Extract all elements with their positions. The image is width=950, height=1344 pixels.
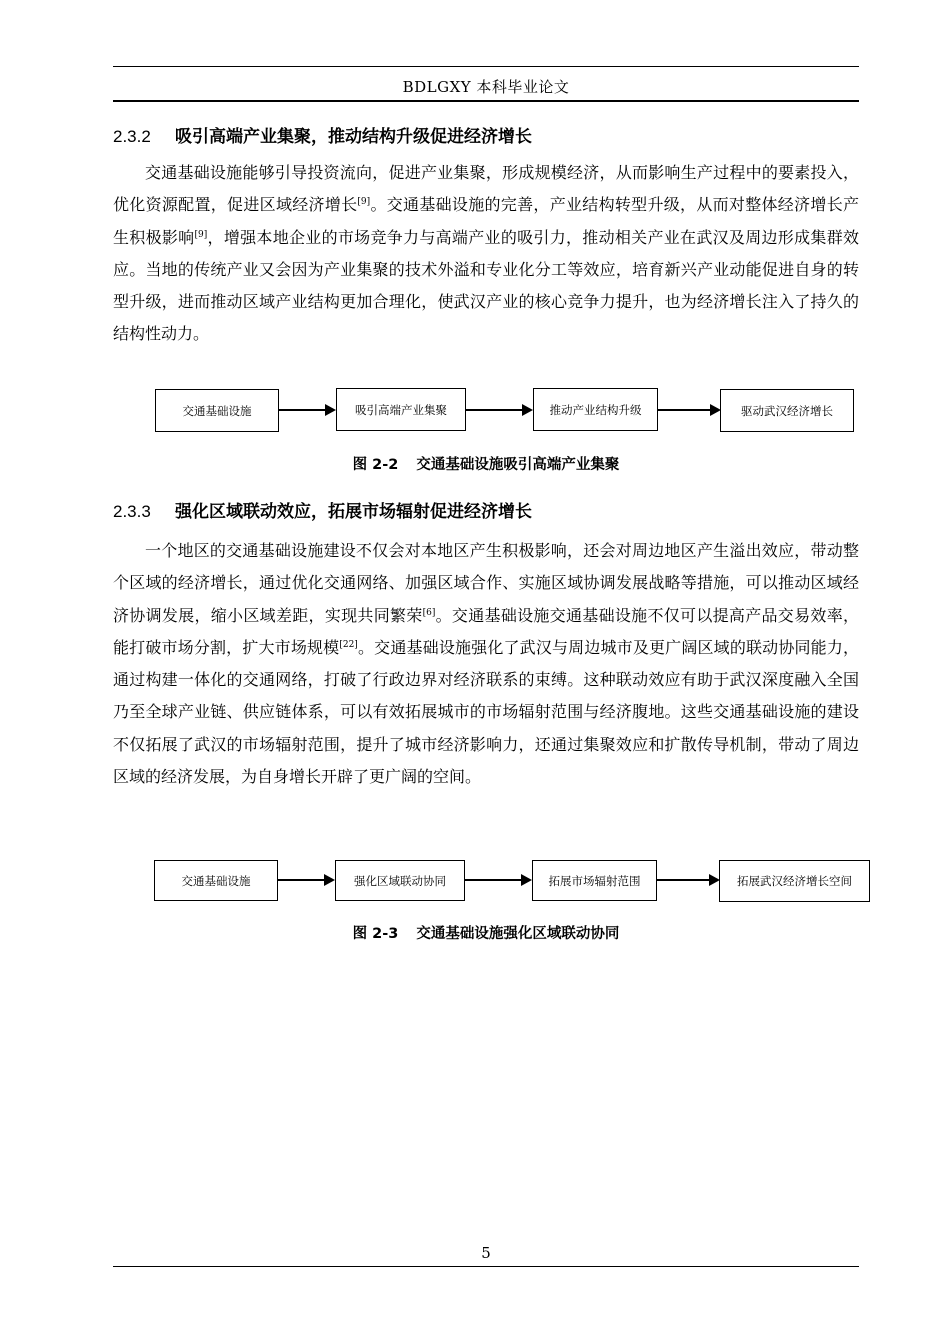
figure-number: 图 2-3	[352, 926, 399, 942]
page-number: 5	[481, 1244, 491, 1262]
flow-box: 驱动武汉经济增长	[720, 389, 854, 432]
paragraph-text: 交通基础设施能够引导投资流向，促进产业集聚，形成规模经济，从而影响生产过程中的要素投入，优化资源配置，促进区域经济增长	[113, 163, 859, 215]
flow-box: 拓展市场辐射范围	[532, 860, 657, 901]
header-bottom-rule	[113, 100, 859, 102]
body-paragraph	[113, 157, 859, 351]
figure-caption	[113, 453, 859, 474]
header-top-rule	[113, 66, 859, 67]
flow-arrow	[466, 400, 534, 420]
citation: [6]	[422, 607, 436, 618]
flow-box: 吸引高端产业集聚	[336, 388, 466, 431]
flow-box: 交通基础设施	[154, 860, 278, 901]
body-paragraph	[113, 535, 859, 793]
section-number: 2.3.3	[113, 502, 151, 521]
paragraph-text: 。交通基础设施交通基础设施不仅可以提高产品交易效率，能打破市场分割，扩大市场规模	[113, 605, 859, 657]
section-heading	[113, 122, 532, 147]
running-header: BDLGXY 本科毕业论文	[402, 78, 570, 96]
flow-box: 交通基础设施	[155, 389, 279, 432]
flow-arrow	[657, 870, 721, 890]
paragraph-text: 。交通基础设施的完善，产业结构转型升级，从而对整体经济增长产生积极影响	[113, 195, 859, 247]
figure-caption	[113, 922, 859, 943]
section-number: 2.3.2	[113, 127, 151, 146]
section-title: 吸引高端产业集聚，推动结构升级促进经济增长	[175, 127, 532, 147]
citation: [9]	[357, 197, 371, 208]
citation: [9]	[194, 229, 208, 240]
flow-arrow	[465, 870, 533, 890]
citation: [22]	[339, 639, 358, 650]
flow-box: 推动产业结构升级	[533, 388, 658, 431]
paragraph-text: 。交通基础设施强化了武汉与周边城市及更广阔区域的联动协同能力，通过构建一体化的交通网络，打破了行政边界对经济联系的束缚。这种联动效应有助于武汉深度融入全国乃至全球产业链、供应链体系，可以有效拓展城市的市场辐射范围与经济腹地。这些交通基础设施的建设不仅拓展了武汉的市场辐射范围，提升了城市经济影响力，还通过集聚效应和扩散传导机制，带动了周边区域的经济发展，为自身增长开辟了更广阔的空间。	[113, 637, 859, 787]
flow-box: 强化区域联动协同	[335, 860, 465, 901]
flow-arrow	[658, 400, 722, 420]
section-title: 强化区域联动效应，拓展市场辐射促进经济增长	[175, 502, 532, 522]
flow-arrow	[278, 870, 336, 890]
footer-rule	[113, 1266, 859, 1267]
section-heading	[113, 497, 532, 522]
figure-title: 交通基础设施强化区域联动协同	[416, 926, 620, 942]
flow-box: 拓展武汉经济增长空间	[719, 860, 870, 902]
figure-number: 图 2-2	[352, 457, 399, 473]
flow-arrow	[279, 400, 337, 420]
paragraph-text: 一个地区的交通基础设施建设不仅会对本地区产生积极影响，还会对周边地区产生溢出效应，带动整个区域的经济增长，通过优化交通网络、加强区域合作、实施区域协调发展战略等措施，可以推动区域经济协调发展，缩小区域差距，实现共同繁荣	[113, 541, 859, 625]
figure-title: 交通基础设施吸引高端产业集聚	[416, 457, 620, 473]
paragraph-text: ，增强本地企业的市场竞争力与高端产业的吸引力，推动相关产业在武汉及周边形成集群效应。当地的传统产业又会因为产业集聚的技术外溢和专业化分工等效应，培育新兴产业动能促进自身的转型升级，进而推动区域产业结构更加合理化，使武汉产业的核心竞争力提升，也为经济增长注入了持久的结构性动力。	[113, 227, 859, 344]
